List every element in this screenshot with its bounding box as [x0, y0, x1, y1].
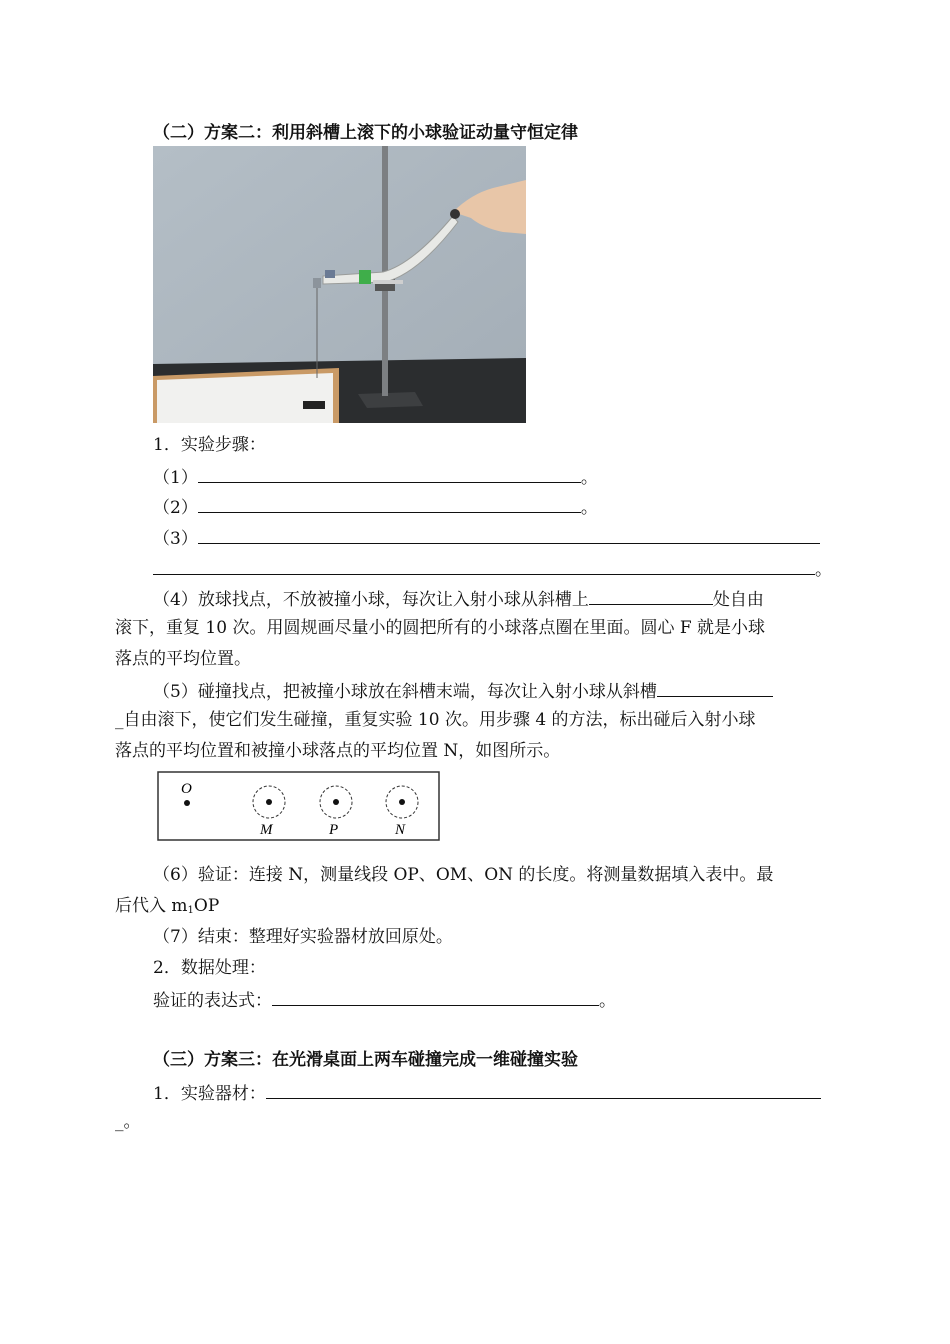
- step-6-subscript: 1: [187, 905, 194, 916]
- equipment-label: 1．实验器材：: [153, 1084, 266, 1104]
- label-m: M: [260, 822, 273, 838]
- step-3-prefix: （3）: [153, 529, 198, 549]
- ramp-apparatus-illustration: [153, 146, 526, 423]
- step-6-line-2: [115, 895, 219, 922]
- landing-points-svg: [157, 771, 440, 841]
- point-o-dot: [184, 800, 190, 806]
- step-5-answer-blank[interactable]: [657, 678, 773, 697]
- step-5-text-b: 自由滚下，使它们发生碰撞，重复实验 10 次。用步骤 4 的方法，标出碰后入射小球: [123, 710, 756, 730]
- step-6-line-1: （6）验证：连接 N，测量线段 OP、OM、ON 的长度。将测量数据填入表中。最: [153, 865, 774, 885]
- step-3-period: 。: [815, 560, 832, 580]
- step-4-line-3: 落点的平均位置。: [115, 649, 251, 669]
- steps-title: 1．实验步骤：: [153, 435, 266, 455]
- step-4-text-b: 处自由: [712, 590, 764, 610]
- step-2-answer-blank[interactable]: [198, 494, 581, 513]
- step-1-prefix: （1）: [153, 468, 198, 488]
- step-3-answer-blank-line-1[interactable]: [198, 525, 820, 544]
- point-p-dot: [333, 799, 339, 805]
- data-processing-title: 2．数据处理：: [153, 958, 266, 978]
- point-n-dot: [399, 799, 405, 805]
- step-7: （7）结束：整理好实验器材放回原处。: [153, 927, 453, 947]
- step-3: [153, 525, 820, 550]
- label-p: P: [329, 822, 339, 838]
- step-5-blank-tail: _: [115, 710, 124, 730]
- step-5-line-2: [115, 709, 756, 731]
- step-5-line-1: [153, 678, 773, 703]
- step-4-line-2: 滚下，重复 10 次。用圆规画尽量小的圆把所有的小球落点圈在里面。圆心 F 就是小球: [115, 618, 766, 638]
- step-6-text-a: 后代入 m: [115, 896, 188, 916]
- step-1-period: 。: [580, 468, 598, 488]
- experiment-photo: [153, 146, 526, 423]
- step-2: [153, 494, 598, 519]
- step-1-answer-blank[interactable]: [198, 464, 581, 483]
- step-4-answer-blank[interactable]: [589, 586, 713, 605]
- step-4-line-1: [153, 586, 764, 611]
- step-5-line-3: 落点的平均位置和被撞小球落点的平均位置 N，如图所示。: [115, 741, 561, 761]
- step-5-text-a: （5）碰撞找点，把被撞小球放在斜槽末端，每次让入射小球从斜槽: [153, 682, 657, 702]
- step-6-text-b: OP: [193, 896, 220, 916]
- step-4-text-a: （4）放球找点，不放被撞小球，每次让入射小球从斜槽上: [153, 590, 589, 610]
- step-2-period: 。: [580, 498, 598, 518]
- section-3-heading: （三）方案三：在光滑桌面上两车碰撞完成一维碰撞实验: [153, 1050, 578, 1070]
- label-n: N: [395, 822, 406, 838]
- step-2-prefix: （2）: [153, 498, 198, 518]
- expression-answer-blank[interactable]: [272, 987, 599, 1006]
- step-3-answer-blank-line-2[interactable]: [153, 556, 815, 575]
- point-m-dot: [266, 799, 272, 805]
- expression-label: 验证的表达式：: [153, 991, 272, 1011]
- equipment-line: [153, 1080, 821, 1105]
- equipment-answer-blank[interactable]: [266, 1080, 821, 1099]
- expression-period: 。: [599, 991, 616, 1011]
- section-2-heading: （二）方案二：利用斜槽上滚下的小球验证动量守恒定律: [153, 123, 578, 143]
- equipment-tail: _。: [115, 1112, 141, 1132]
- label-o: O: [181, 781, 192, 797]
- step-1: [153, 464, 598, 489]
- expression-line: [153, 987, 616, 1012]
- step-3-continued: [153, 556, 832, 581]
- landing-points-diagram: [157, 771, 440, 841]
